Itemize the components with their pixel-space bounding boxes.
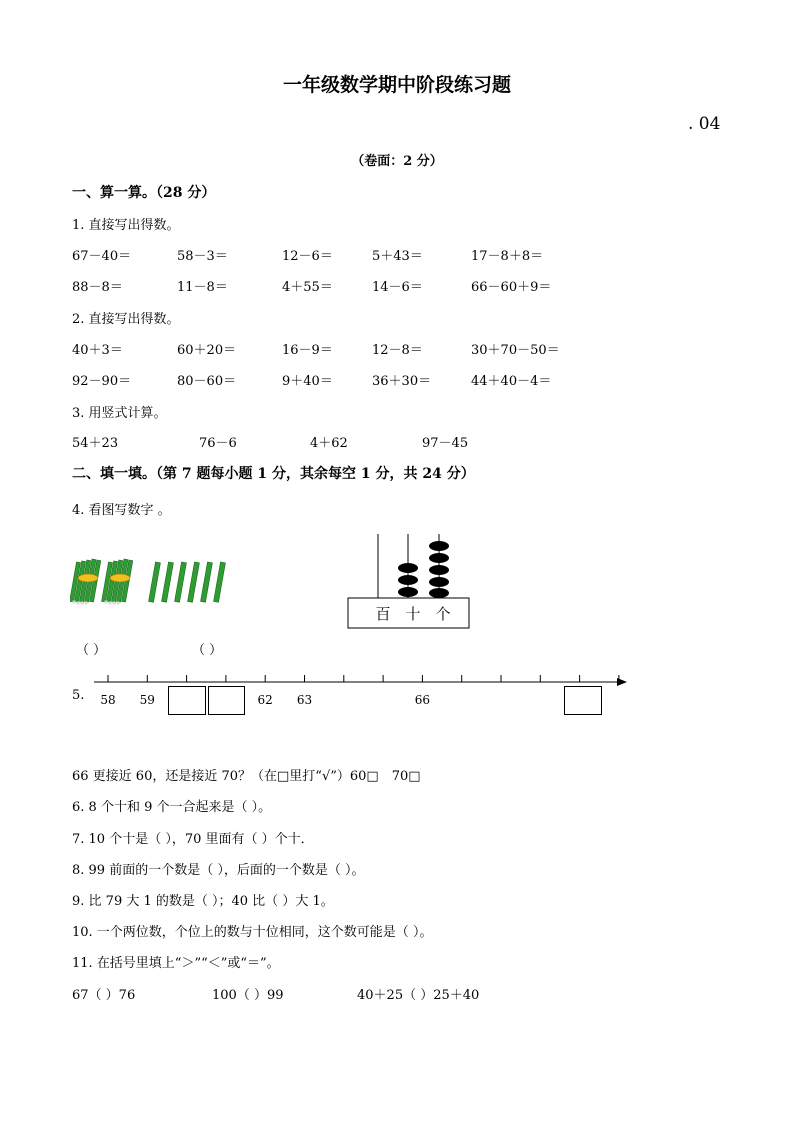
number-line-label: 62: [257, 693, 273, 707]
single-sticks-icon: [149, 562, 226, 602]
arith-item: 11－8＝: [177, 280, 228, 295]
abacus-beads-tens: [398, 563, 418, 597]
vertical-calc-item: 97－45: [422, 436, 469, 451]
arith-item: 80－60＝: [177, 374, 237, 389]
q5-question: 66 更接近 60，还是接近 70？（在□里打“√”）60□ 70□: [72, 769, 421, 784]
score-note: （卷面：2 分）: [351, 154, 443, 169]
q4-blank-1[interactable]: （ ）: [76, 643, 107, 658]
q9-text: 9. 比 79 大 1 的数是（ ）；40 比（ ）大 1。: [72, 894, 334, 909]
arith-item: 12－6＝: [282, 249, 333, 264]
arith-item: 36＋30＝: [372, 374, 432, 389]
stick-bundles-image: [70, 550, 240, 610]
q10-text: 10. 一个两位数，个位上的数与十位相同，这个数可能是（ ）。: [72, 925, 433, 940]
q8-text: 8. 99 前面的一个数是（ ），后面的一个数是（ ）。: [72, 863, 365, 878]
compare-item: 40＋25（ ）25＋40: [357, 988, 480, 1003]
arith-item: 60＋20＝: [177, 343, 237, 358]
abacus-label-ones: 个: [435, 605, 451, 623]
vertical-calc-item: 76－6: [199, 436, 237, 451]
number-line-label: 66: [414, 693, 431, 707]
stick-bundle-icon: [70, 559, 101, 605]
arith-item: 58－3＝: [177, 249, 228, 264]
arith-item: 17－8＋8＝: [471, 249, 544, 264]
abacus-image: [345, 530, 475, 632]
abacus-beads-ones: [429, 541, 449, 598]
arith-item: 92－90＝: [72, 374, 132, 389]
q11-label: 11. 在括号里填上“＞”“＜”或“＝”。: [72, 956, 280, 971]
q6-text: 6. 8 个十和 9 个一合起来是（ ）。: [72, 800, 272, 815]
date-text: . 04: [688, 114, 721, 134]
q5-number: 5.: [72, 688, 85, 703]
vertical-calc-item: 54＋23: [72, 436, 119, 451]
compare-item: 100（ ）99: [212, 988, 284, 1003]
q4-blank-2[interactable]: （ ）: [192, 643, 223, 658]
answer-box-71[interactable]: [564, 686, 602, 715]
arith-item: 66－60＋9＝: [471, 280, 552, 295]
arith-item: 16－9＝: [282, 343, 333, 358]
q2-label: 2. 直接写出得数。: [72, 312, 180, 327]
number-line-label: 59: [139, 693, 155, 707]
stick-bundle-icon: [102, 559, 133, 605]
page-title: 一年级数学期中阶段练习题: [282, 74, 511, 96]
arith-item: 5＋43＝: [372, 249, 423, 264]
section2-heading: 二、填一填。（第 7 题每小题 1 分，其余每空 1 分，共 24 分）: [72, 466, 475, 482]
arith-item: 40＋3＝: [72, 343, 123, 358]
arith-item: 44＋40－4＝: [471, 374, 552, 389]
arith-item: 9＋40＝: [282, 374, 333, 389]
answer-box-61[interactable]: [208, 686, 245, 715]
number-line-label: 58: [100, 693, 116, 707]
abacus-label-hundreds: 百: [375, 605, 391, 623]
q1-label: 1. 直接写出得数。: [72, 218, 180, 233]
vertical-calc-item: 4＋62: [310, 436, 348, 451]
q3-label: 3. 用竖式计算。: [72, 406, 167, 421]
q7-text: 7. 10 个十是（ ），70 里面有（ ）个十．: [72, 832, 314, 847]
arith-item: 67－40＝: [72, 249, 132, 264]
arith-item: 88－8＝: [72, 280, 123, 295]
arith-item: 4＋55＝: [282, 280, 333, 295]
arith-item: 14－6＝: [372, 280, 423, 295]
section1-heading: 一、算一算。（28 分）: [72, 185, 216, 201]
number-line-label: 63: [296, 693, 313, 707]
arith-item: 30＋70－50＝: [471, 343, 560, 358]
compare-item: 67（ ）76: [72, 988, 136, 1003]
answer-box-60[interactable]: [168, 686, 206, 715]
arith-item: 12－8＝: [372, 343, 423, 358]
q4-label: 4. 看图写数字 。: [72, 503, 171, 518]
abacus-label-tens: 十: [405, 605, 421, 623]
